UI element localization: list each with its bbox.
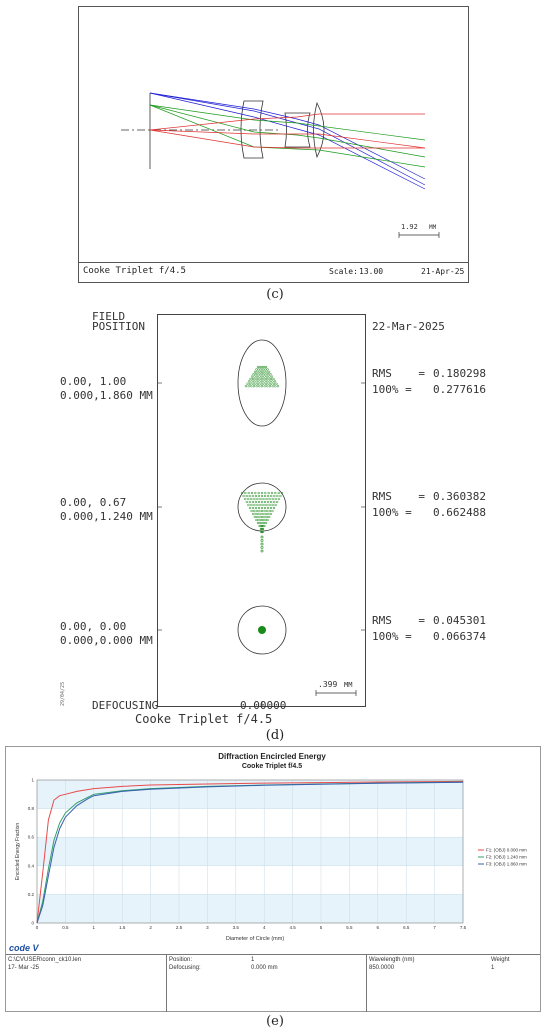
spot-point xyxy=(269,385,271,387)
caption-c: (c) xyxy=(266,287,284,302)
spot-point xyxy=(273,507,275,509)
spot-point xyxy=(264,376,266,378)
lens-element-3 xyxy=(314,103,325,157)
field-1-rms: 0.180298 xyxy=(433,367,486,380)
ray-3 xyxy=(150,93,425,189)
spot-point xyxy=(263,366,265,368)
spot-point xyxy=(265,522,267,524)
spot-point xyxy=(262,519,264,521)
codev-logo: code V xyxy=(9,943,39,953)
x-tick-label: 0 xyxy=(35,925,39,930)
spot-point xyxy=(264,516,266,518)
spot-point xyxy=(261,495,263,497)
spot-point xyxy=(259,510,261,512)
spot-point xyxy=(257,366,259,368)
spot-point xyxy=(271,492,273,494)
scale-value: 13.00 xyxy=(359,267,384,276)
spot-point xyxy=(261,516,263,518)
spot-point xyxy=(266,504,268,506)
spot-point xyxy=(259,376,261,378)
field-3-pct: 0.066374 xyxy=(433,630,486,643)
spot-point xyxy=(246,501,248,503)
x-tick-label: 4.5 xyxy=(289,925,296,930)
side-code: 29/04/25 xyxy=(60,681,66,706)
spot-point xyxy=(264,510,266,512)
spot-point xyxy=(269,504,271,506)
field-1-pos: 0.00, 1.00 xyxy=(60,375,127,388)
field-3-pct-label: 100% = xyxy=(372,630,412,643)
spot-point xyxy=(277,385,279,387)
spot-diagram-panel xyxy=(157,314,366,707)
spot-point xyxy=(251,504,253,506)
lens-title: Cooke Triplet f/4.5 xyxy=(83,266,186,276)
spot-point xyxy=(276,383,278,385)
spot-point xyxy=(252,378,254,380)
y-tick-label: 0.2 xyxy=(27,891,34,897)
spot-point xyxy=(270,507,272,509)
spot-point xyxy=(263,371,265,373)
spot-point xyxy=(272,510,274,512)
field-label-2: POSITION xyxy=(92,320,145,333)
spot-point xyxy=(243,495,245,497)
spot-point xyxy=(268,383,270,385)
info-position-value: 1 xyxy=(251,957,255,963)
encircled-energy-chart xyxy=(6,747,540,953)
spot-point xyxy=(257,522,259,524)
spot-point xyxy=(252,507,254,509)
spot-point xyxy=(272,381,274,383)
lens-element-2 xyxy=(285,113,310,147)
spot-point xyxy=(266,510,268,512)
spot-point xyxy=(258,501,260,503)
spot-point xyxy=(255,507,257,509)
spot-point xyxy=(256,369,258,371)
field-2-pos: 0.00, 0.67 xyxy=(60,496,127,509)
spot-point xyxy=(268,492,270,494)
spot-point xyxy=(247,498,249,500)
airy-ellipse-field-1 xyxy=(238,340,286,426)
spot-point xyxy=(244,498,246,500)
spot-point xyxy=(250,378,252,380)
spot-point xyxy=(272,504,274,506)
spot-point xyxy=(257,513,259,515)
spot-point xyxy=(257,378,259,380)
spot-point xyxy=(266,498,268,500)
spot-point xyxy=(255,495,257,497)
spot-point xyxy=(261,501,263,503)
spot-point xyxy=(266,385,268,387)
legend-entry: F3: (OBJ) 1.860 mm xyxy=(486,861,527,867)
spot-point xyxy=(258,626,266,634)
spot-points xyxy=(241,366,283,634)
spot-point xyxy=(262,373,264,375)
spot-point xyxy=(270,513,272,515)
spot-point xyxy=(245,385,247,387)
y-tick-label: 0.6 xyxy=(27,834,34,840)
spot-point xyxy=(248,385,250,387)
x-tick-label: 2.5 xyxy=(175,925,183,930)
ray-fan xyxy=(150,93,425,189)
chart-subtitle: Cooke Triplet f/4.5 xyxy=(241,763,303,770)
spot-point xyxy=(254,492,256,494)
spot-point xyxy=(258,373,260,375)
spot-point xyxy=(255,383,257,385)
spot-point xyxy=(267,507,269,509)
spot-point xyxy=(268,378,270,380)
spot-point xyxy=(254,504,256,506)
spot-point xyxy=(256,510,258,512)
spot-point xyxy=(261,536,263,538)
spot-point xyxy=(270,383,272,385)
spot-point xyxy=(268,516,270,518)
spot-point xyxy=(265,366,267,368)
spot-point xyxy=(269,376,271,378)
spot-point xyxy=(264,492,266,494)
plot-band xyxy=(37,837,463,866)
info-defocusing-label: Defocusing: xyxy=(169,965,201,971)
y-axis-label: Encircled Energy Fraction xyxy=(15,822,21,881)
plot-band xyxy=(37,894,463,923)
spot-point xyxy=(247,383,249,385)
scale-label: Scale: xyxy=(329,267,358,276)
spot-point xyxy=(266,371,268,373)
field-1-pct: 0.277616 xyxy=(433,383,486,396)
spot-point xyxy=(274,385,276,387)
info-wavelength-label: Wavelength (nm) xyxy=(369,957,415,963)
field-2-rms-label: RMS = xyxy=(372,490,425,503)
spot-point xyxy=(270,495,272,497)
spot-point xyxy=(249,495,251,497)
spot-point xyxy=(258,492,260,494)
spot-point xyxy=(276,495,278,497)
spot-point xyxy=(260,498,262,500)
spot-point xyxy=(261,543,263,545)
spot-point xyxy=(273,378,275,380)
spot-point xyxy=(250,498,252,500)
spot-point xyxy=(260,513,262,515)
spot-point xyxy=(260,373,262,375)
spot-point xyxy=(259,516,261,518)
spot-point xyxy=(261,510,263,512)
spot-point xyxy=(261,385,263,387)
spot-point xyxy=(253,373,255,375)
spot-point xyxy=(273,383,275,385)
x-axis-label: Diameter of Circle (mm) xyxy=(225,936,285,942)
spot-point xyxy=(275,504,277,506)
spot-point xyxy=(255,501,257,503)
spot-point xyxy=(253,510,255,512)
scale-bar-value: 1.92 xyxy=(401,223,418,231)
spot-point xyxy=(266,516,268,518)
spot-point xyxy=(267,369,269,371)
spot-point xyxy=(250,385,252,387)
spot-point xyxy=(248,504,250,506)
y-tick-label: 0.4 xyxy=(27,863,34,869)
spot-point xyxy=(264,381,266,383)
spot-point xyxy=(248,381,250,383)
spot-date: 22-Mar-2025 xyxy=(372,320,445,333)
spot-point xyxy=(273,501,275,503)
spot-point xyxy=(264,501,266,503)
spot-point xyxy=(264,385,266,387)
spot-scale-value: .399 xyxy=(318,680,338,689)
spot-point xyxy=(261,522,263,524)
spot-point xyxy=(259,522,261,524)
info-date: 17- Mar -25 xyxy=(8,965,40,971)
spot-point xyxy=(246,495,248,497)
spot-point xyxy=(256,381,258,383)
spot-point xyxy=(257,498,259,500)
field-label-1: FIELD xyxy=(92,310,126,323)
encircled-energy-panel xyxy=(5,746,541,1012)
lens-layout-drawing xyxy=(79,7,468,263)
spot-point xyxy=(261,371,263,373)
spot-point xyxy=(264,525,266,527)
info-defocusing-value: 0.000 mm xyxy=(251,965,278,971)
field-3-pos: 0.00, 0.00 xyxy=(60,620,127,633)
info-table xyxy=(6,954,540,1012)
spot-point xyxy=(251,381,253,383)
spot-point xyxy=(266,381,268,383)
caption-e: (e) xyxy=(266,1014,284,1029)
ray-9 xyxy=(150,130,425,148)
spot-point xyxy=(263,498,265,500)
spot-point xyxy=(274,492,276,494)
spot-point xyxy=(248,492,250,494)
spot-point xyxy=(244,492,246,494)
field-2-rms: 0.360382 xyxy=(433,490,486,503)
spot-point xyxy=(269,381,271,383)
x-tick-label: 5 xyxy=(319,925,323,930)
spot-title: Cooke Triplet f/4.5 xyxy=(135,712,273,726)
ray-1 xyxy=(150,93,425,179)
spot-point xyxy=(272,385,274,387)
y-tick-label: 0 xyxy=(31,920,34,926)
info-wavelength-value: 850.0000 xyxy=(369,965,395,971)
spot-point xyxy=(256,516,258,518)
field-1-pct-label: 100% = xyxy=(372,383,412,396)
spot-point xyxy=(255,373,257,375)
spot-point xyxy=(256,385,258,387)
spot-point xyxy=(261,366,263,368)
spot-point xyxy=(262,369,264,371)
spot-point xyxy=(276,501,278,503)
spot-point xyxy=(274,381,276,383)
defocusing-value: 0.00000 xyxy=(240,699,287,712)
spot-point xyxy=(255,378,257,380)
x-tick-label: 6 xyxy=(376,925,380,930)
spot-point xyxy=(265,373,267,375)
spot-point xyxy=(271,376,273,378)
spot-point xyxy=(269,498,271,500)
info-weight-label: Weight xyxy=(491,957,510,963)
spot-point xyxy=(258,507,260,509)
spot-point xyxy=(256,371,258,373)
spot-point xyxy=(261,376,263,378)
spot-point xyxy=(258,495,260,497)
layout-date: 21-Apr-25 xyxy=(421,267,465,276)
x-tick-label: 5.5 xyxy=(346,925,353,930)
field-2-pct: 0.662488 xyxy=(433,506,486,519)
x-tick-label: 1 xyxy=(92,925,96,930)
spot-point xyxy=(260,369,262,371)
spot-point xyxy=(273,495,275,497)
spot-point xyxy=(256,376,258,378)
spot-point xyxy=(253,381,255,383)
spot-point xyxy=(264,495,266,497)
spot-point xyxy=(254,376,256,378)
spot-point xyxy=(265,513,267,515)
spot-point xyxy=(267,373,269,375)
chart-title: Diffraction Encircled Energy xyxy=(218,752,326,761)
x-tick-label: 6.5 xyxy=(403,925,410,930)
spot-point xyxy=(265,378,267,380)
x-tick-label: 1.5 xyxy=(119,925,126,930)
field-2-pct-label: 100% = xyxy=(372,506,412,519)
spot-point xyxy=(261,539,263,541)
spot-point xyxy=(258,385,260,387)
spot-point xyxy=(260,378,262,380)
y-tick-label: 0.8 xyxy=(27,806,34,812)
spot-point xyxy=(261,546,263,548)
x-tick-label: 3 xyxy=(206,925,209,930)
spot-point xyxy=(254,371,256,373)
y-tick-label: 1 xyxy=(31,777,34,783)
info-file: C:\CVUSER\conn_ck10.len xyxy=(8,957,82,963)
ray-2 xyxy=(150,93,425,185)
spot-point xyxy=(249,383,251,385)
spot-point xyxy=(262,378,264,380)
spot-point xyxy=(251,376,253,378)
field-3-height: 0.000,0.000 MM xyxy=(60,634,153,647)
lens-layout-panel xyxy=(78,6,469,283)
spot-point xyxy=(272,498,274,500)
spot-point xyxy=(270,501,272,503)
spot-point xyxy=(257,504,259,506)
spot-point xyxy=(278,492,280,494)
spot-point xyxy=(267,519,269,521)
x-tick-label: 4 xyxy=(262,925,266,930)
lens-layout-footer xyxy=(79,262,468,282)
spot-point xyxy=(260,519,262,521)
legend-entry: F1: (OBJ) 0.000 mm xyxy=(486,847,527,853)
spot-point xyxy=(262,383,264,385)
spot-point xyxy=(256,519,258,521)
info-weight-value: 1 xyxy=(491,965,495,971)
x-tick-label: 0.5 xyxy=(62,925,69,930)
spot-point xyxy=(275,498,277,500)
spot-point xyxy=(259,371,261,373)
spot-point xyxy=(264,507,266,509)
spot-point xyxy=(257,383,259,385)
spot-point xyxy=(267,501,269,503)
spot-scale-unit: MM xyxy=(344,681,353,689)
spot-point xyxy=(265,383,267,385)
spot-point xyxy=(261,492,263,494)
spot-point xyxy=(261,550,263,552)
scale-bar-unit: MM xyxy=(429,224,437,231)
ray-4 xyxy=(150,105,425,140)
spot-point xyxy=(259,366,261,368)
x-tick-label: 7 xyxy=(433,925,436,930)
spot-point xyxy=(253,385,255,387)
caption-d: (d) xyxy=(265,728,285,743)
spot-point xyxy=(252,495,254,497)
x-tick-label: 3.5 xyxy=(232,925,239,930)
legend-entry: F2: (OBJ) 1.240 mm xyxy=(486,854,527,860)
x-tick-label: 2 xyxy=(149,925,152,930)
spot-point xyxy=(249,507,251,509)
spot-point xyxy=(252,383,254,385)
spot-point xyxy=(255,513,257,515)
field-1-rms-label: RMS = xyxy=(372,367,425,380)
spot-point xyxy=(266,376,268,378)
spot-point xyxy=(260,504,262,506)
field-3-rms: 0.045301 xyxy=(433,614,486,627)
spot-point xyxy=(265,519,267,521)
info-position-label: Position: xyxy=(169,957,193,963)
spot-point xyxy=(249,501,251,503)
spot-point xyxy=(263,504,265,506)
spot-point xyxy=(254,498,256,500)
spot-point xyxy=(264,369,266,371)
spot-point xyxy=(258,369,260,371)
spot-point xyxy=(267,513,269,515)
spot-point xyxy=(254,516,256,518)
spot-point xyxy=(259,381,261,383)
spot-point xyxy=(263,522,265,524)
spot-point xyxy=(267,495,269,497)
spot-point xyxy=(252,501,254,503)
field-3-rms-label: RMS = xyxy=(372,614,425,627)
field-1-height: 0.000,1.860 MM xyxy=(60,389,153,402)
spot-point xyxy=(262,513,264,515)
field-2-height: 0.000,1.240 MM xyxy=(60,510,153,523)
spot-diagram xyxy=(158,315,365,706)
spot-point xyxy=(260,383,262,385)
spot-point xyxy=(270,373,272,375)
spot-point xyxy=(251,510,253,512)
spot-point xyxy=(269,510,271,512)
spot-point xyxy=(251,492,253,494)
spot-point xyxy=(258,519,260,521)
spot-point xyxy=(270,378,272,380)
x-tick-label: 7.5 xyxy=(459,925,467,930)
defocusing-label: DEFOCUSING xyxy=(92,699,159,712)
spot-point xyxy=(261,381,263,383)
spot-point xyxy=(252,513,254,515)
spot-point xyxy=(280,495,282,497)
spot-point xyxy=(268,371,270,373)
ray-8 xyxy=(150,130,425,148)
spot-point xyxy=(261,507,263,509)
spot-point xyxy=(278,498,280,500)
